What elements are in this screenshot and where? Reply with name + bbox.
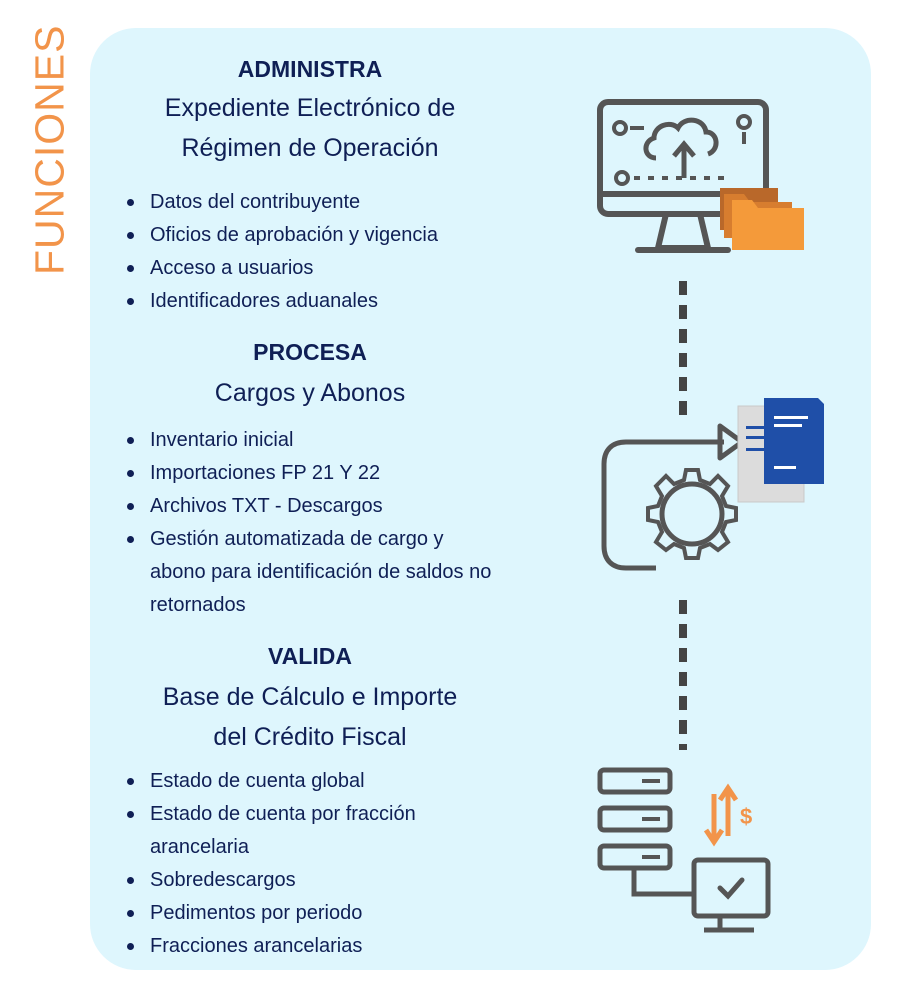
section-subtitle-line: Expediente Electrónico de (164, 94, 456, 122)
connector-dashed-line (679, 600, 687, 750)
gear-process-documents-icon (596, 396, 826, 578)
section-administra (90, 54, 530, 168)
section-subtitle-line: Base de Cálculo e Importe (162, 683, 458, 711)
list-item: Gestión automatizada de cargo y abono para identificación de saldos no retornados (124, 523, 494, 622)
section-valida (90, 641, 530, 757)
list-item: Pedimentos por periodo (124, 897, 494, 930)
list-item: Fracciones arancelarias (124, 930, 494, 963)
procesa-list (124, 424, 494, 622)
functions-card (90, 28, 871, 970)
servers-monitor-money-icon (596, 764, 786, 936)
section-subtitle-line: del Crédito Fiscal (213, 723, 407, 751)
list-item: Sobredescargos (124, 864, 494, 897)
dollar-sign: $ (740, 804, 753, 829)
monitor-cloud-upload-icon (596, 98, 812, 264)
list-item: Archivos TXT - Descargos (124, 490, 494, 523)
section-heading: VALIDA (268, 643, 352, 669)
valida-list (124, 765, 494, 963)
list-item: Importaciones FP 21 Y 22 (124, 457, 494, 490)
list-item: Datos del contribuyente (124, 186, 494, 219)
section-procesa (90, 337, 530, 413)
list-item: Estado de cuenta global (124, 765, 494, 798)
administra-list (124, 186, 494, 318)
list-item: Inventario inicial (124, 424, 494, 457)
side-title: FUNCIONES (26, 24, 73, 276)
section-subtitle-line: Régimen de Operación (181, 134, 439, 162)
list-item: Identificadores aduanales (124, 285, 494, 318)
section-heading: PROCESA (253, 339, 367, 365)
section-subtitle-line: Cargos y Abonos (214, 379, 406, 407)
section-heading: ADMINISTRA (237, 56, 383, 82)
list-item: Oficios de aprobación y vigencia (124, 219, 494, 252)
list-item: Estado de cuenta por fracción arancelaria (124, 798, 494, 864)
list-item: Acceso a usuarios (124, 252, 494, 285)
